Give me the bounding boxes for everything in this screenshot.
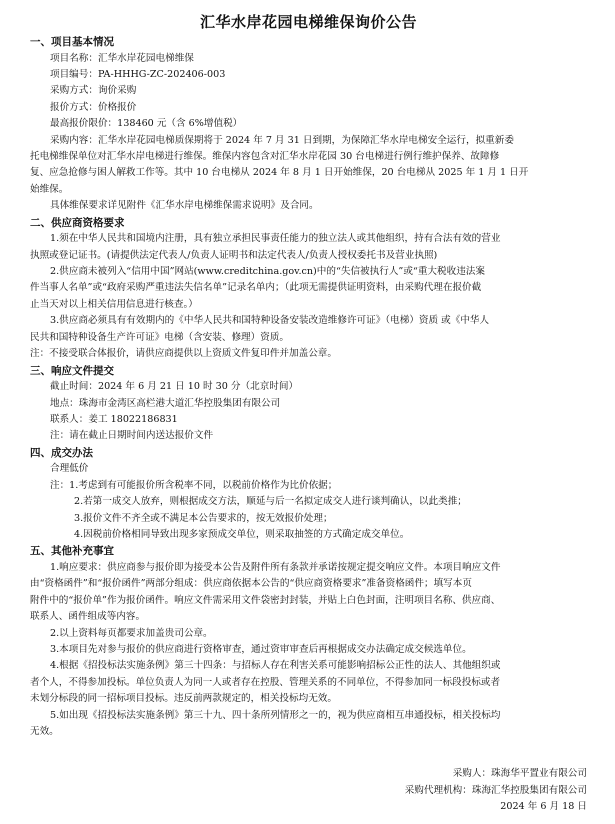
section-other-matters	[30, 543, 587, 740]
other-item-line: 者个人，不得参加投标。单位负责人为同一人或者存在控股、管理关系的不同单位，不得参加同一标段投标或者	[30, 676, 501, 688]
other-item-line: 5.如出现《招投标法实施条例》第三十九、四十条所列情形之一的，视为供应商相互串通投标，相关投标均	[50, 709, 501, 721]
procurement-method: 采购方式：询价采购	[50, 85, 137, 97]
award-note: 3.报价文件不齐全或不满足本公告要求的，按无效报价处理；	[74, 512, 333, 524]
section-qualification	[30, 215, 587, 363]
other-item-line: 2.以上资料每页都要求加盖贵司公章。	[50, 627, 213, 639]
announcement-date: 2024 年 6 月 18 日	[500, 801, 587, 813]
other-item-line: 由“资格函件”和“报价函件”两部分组成：供应商依据本公告的“供应商资格要求”准备资格函件；填写本页	[30, 578, 472, 590]
other-item-line: 4.根据《招投标法实施条例》第三十四条：与招标人存在利害关系可能影响招标公正性的法人、其他组织或	[50, 660, 501, 672]
requirement-line: 1.须在中华人民共和国境内注册，具有独立承担民事责任能力的独立法人或其他组织，持有合法有效的营业	[50, 233, 501, 245]
page-title: 汇华水岸花园电梯维保询价公告	[199, 13, 417, 31]
bid-method: 报价方式：价格报价	[50, 101, 137, 113]
procurement-content-line: 托电梯维保单位对汇华水岸电梯进行维保。维保内容包含对汇华水岸花园 30 台电梯进行例行维护保养、故障修	[30, 151, 500, 163]
project-number: 项目编号：PA-HHHG-ZC-202406-003	[50, 69, 226, 80]
procurement-content-line: 采购内容：汇华水岸花园电梯质保期将于 2024 年 7 月 31 日到期，为保障汇华水岸电梯安全运行，拟重新委	[50, 134, 514, 146]
section-heading: 五、其他补充事宜	[30, 545, 114, 558]
project-name: 项目名称：汇华水岸花园电梯维保	[50, 52, 194, 64]
other-item-line: 无效。	[30, 726, 59, 737]
requirement-line: 2.供应商未被列入“信用中国”网站(www.creditchina.gov.cn)中的“失信被执行人”或“重大税收违法案	[50, 266, 485, 278]
submission-deadline: 截止时间：2024 年 6 月 21 日 10 时 30 分（北京时间）	[50, 381, 299, 393]
award-rule: 合理低价	[50, 463, 89, 475]
procurement-content-line: 复、应急抢修与困人解救工作等。其中 10 台电梯从 2024 年 8 月 1 日开始维保，20 台电梯从 2025 年 1 月 1 日开	[30, 167, 529, 179]
other-item-line: 未划分标段的同一招标项目投标。违反前两款规定的，相关投标均无效。	[30, 693, 337, 705]
buyer-name: 采购人：珠海华平置业有限公司	[452, 768, 587, 780]
section-heading: 四、成交办法	[30, 446, 93, 459]
other-item-line: 3.本项目先对参与报价的供应商进行资格审查，通过资审审查后再根据成交办法确定成交候选单位。	[50, 643, 472, 655]
requirement-line: 民共和国特种设备生产许可证》电梯（含安装、修理）资质。	[30, 331, 290, 343]
signature-block	[30, 766, 587, 815]
submission-address: 地点：珠海市金湾区高栏港大道汇华控股集团有限公司	[50, 397, 281, 409]
section-heading: 一、项目基本情况	[30, 36, 114, 48]
section-heading: 三、响应文件提交	[30, 364, 114, 377]
section-submission	[30, 363, 587, 445]
requirement-line: 执照或登记证书。(请提供法定代表人/负责人证明书和法定代表人/负责人授权委托书及营业执照)	[30, 249, 438, 261]
award-note: 2.若第一成交人放弃，则根据成交方法，顺延与后一名拟定成交人进行谈判确认，以此类推；	[74, 496, 467, 508]
other-item-line: 附件中的“报价单”作为报价函件。响应文件需采用文件袋密封封装，并贴上白色封面，注明项目名称、供应商、	[30, 594, 501, 606]
contact-person: 联系人：姜工 18022186831	[50, 413, 178, 425]
section-project-info	[30, 34, 587, 215]
award-note: 4.因税前价格相同导致出现多家预成交单位，则采取抽签的方式确定成交单位。	[74, 528, 410, 540]
maintenance-detail-note: 具体维保要求详见附件《汇华水岸电梯维保需求说明》及合同。	[50, 200, 319, 212]
other-item-line: 联系人、函件组成等内容。	[30, 611, 146, 623]
requirement-line: 3.供应商必须具有有效期内的《中华人民共和国特种设备安装改造维修许可证》（电梯）资质 或《中华人	[50, 315, 490, 327]
submission-note: 注：请在截止日期时间内送达报价文件	[50, 430, 214, 442]
other-item-line: 1.响应要求：供应商参与报价即为接受本公告及附件所有条款并承诺按规定提交响应文件。本项目响应文件	[50, 561, 501, 573]
section-heading: 二、供应商资格要求	[30, 216, 125, 229]
procurement-content-line: 始维保。	[30, 183, 69, 195]
requirement-note: 注：不接受联合体报价，请供应商提供以上资质文件复印件并加盖公章。	[30, 348, 337, 360]
award-note: 注：1.考虑到有可能报价所含税率不同，以税前价格作为比价依据；	[50, 479, 338, 491]
requirement-line: 件当事人名单”或“政府采购严重违法失信名单”记录名单内；（此项无需提供证明资料，由采购代理在报价截	[30, 282, 482, 294]
requirement-line: 止当天对以上相关信用信息进行核查。）	[30, 298, 198, 310]
agent-name: 采购代理机构：珠海汇华控股集团有限公司	[404, 784, 587, 796]
section-award-method	[30, 445, 587, 544]
max-price: 最高报价限价：138460 元（含 6%增值税）	[50, 118, 243, 130]
